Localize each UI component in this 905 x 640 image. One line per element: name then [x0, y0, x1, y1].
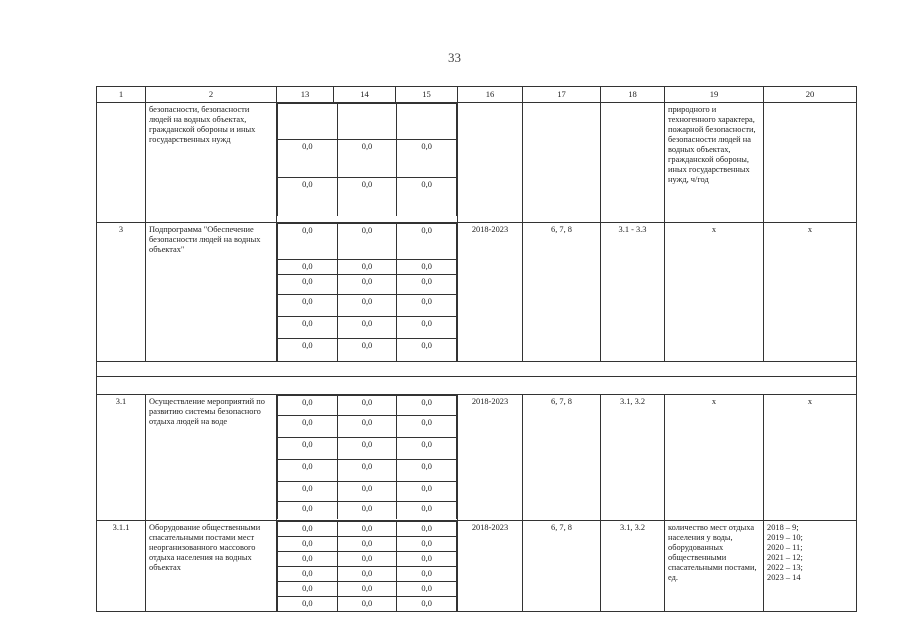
- target-line: 2020 – 11;: [767, 542, 803, 552]
- values-grid: [277, 103, 457, 216]
- tasks-cell: 6, 7, 8: [523, 223, 601, 362]
- value-cell: 0,0: [278, 437, 338, 459]
- value-cell: 0,0: [278, 501, 338, 519]
- value-cell: 0,0: [337, 501, 397, 519]
- value-cell: 0,0: [337, 581, 397, 596]
- separator-row: [97, 361, 857, 376]
- value-cell: 0,0: [278, 339, 338, 361]
- column-header: 19: [665, 87, 764, 103]
- values-grid: [277, 395, 457, 520]
- target-cell: x: [764, 223, 857, 362]
- page-number: 33: [448, 50, 461, 65]
- values-grid: [277, 223, 457, 361]
- target-line: 2022 – 13;: [767, 562, 803, 572]
- table-row: [97, 394, 857, 520]
- separator-row: [97, 376, 857, 394]
- target-line: 2021 – 12;: [767, 552, 803, 562]
- column-header: 13: [277, 87, 334, 103]
- value-cell: 0,0: [337, 178, 397, 216]
- value-cell: 0,0: [278, 415, 338, 437]
- measures-cell: 3.1, 3.2: [601, 394, 665, 520]
- value-cell: 0,0: [278, 596, 338, 611]
- value-cell: 0,0: [337, 224, 397, 260]
- value-cell: 0,0: [337, 260, 397, 275]
- value-cell: 0,0: [337, 415, 397, 437]
- tasks-cell: 6, 7, 8: [523, 394, 601, 520]
- value-cell: 0,0: [337, 536, 397, 551]
- value-cell: 0,0: [397, 551, 457, 566]
- value-cell: 0,0: [397, 596, 457, 611]
- value-cell: 0,0: [397, 140, 457, 178]
- target-cell: x: [764, 394, 857, 520]
- value-cell: 0,0: [397, 260, 457, 275]
- row-number: 3.1: [97, 394, 146, 520]
- period-cell: 2018-2023: [458, 394, 523, 520]
- target-line: 2019 – 10;: [767, 532, 803, 542]
- value-cell: 0,0: [337, 459, 397, 481]
- value-cell: 0,0: [337, 275, 397, 295]
- value-cell: 0,0: [278, 581, 338, 596]
- value-cell: 0,0: [278, 481, 338, 501]
- value-cell: 0,0: [397, 224, 457, 260]
- value-cell: 0,0: [278, 224, 338, 260]
- value-cell: 0,0: [397, 536, 457, 551]
- column-header: 14: [334, 87, 396, 103]
- target-line: 2023 – 14: [767, 572, 801, 582]
- row-name: Подпрограмма "Обеспечение безопасности людей на водных объектах": [146, 223, 277, 362]
- period-cell: 2018-2023: [458, 223, 523, 362]
- value-cell: 0,0: [337, 437, 397, 459]
- value-cell: 0,0: [337, 140, 397, 178]
- value-cell: 0,0: [337, 596, 397, 611]
- value-cell: 0,0: [337, 521, 397, 536]
- header-row: [97, 87, 857, 103]
- value-cell: 0,0: [337, 339, 397, 361]
- column-header: 1: [97, 87, 146, 103]
- value-cell: 0,0: [278, 275, 338, 295]
- indicator-cell: x: [665, 223, 764, 362]
- value-cell: 0,0: [278, 521, 338, 536]
- value-cell: 0,0: [397, 437, 457, 459]
- table-row: [97, 520, 857, 611]
- column-header: 18: [601, 87, 665, 103]
- tasks-cell: 6, 7, 8: [523, 520, 601, 611]
- value-cell: 0,0: [278, 178, 338, 216]
- column-header: 20: [764, 87, 857, 103]
- program-table: [96, 86, 857, 612]
- value-cell: 0,0: [278, 459, 338, 481]
- value-cell: 0,0: [397, 295, 457, 317]
- value-cell: 0,0: [337, 551, 397, 566]
- value-cell: 0,0: [397, 317, 457, 339]
- value-cell: 0,0: [278, 395, 338, 415]
- value-cell: 0,0: [278, 536, 338, 551]
- column-header: 17: [523, 87, 601, 103]
- measures-cell: 3.1, 3.2: [601, 520, 665, 611]
- value-cell: 0,0: [397, 395, 457, 415]
- column-header: 16: [458, 87, 523, 103]
- value-cell: 0,0: [397, 481, 457, 501]
- value-cell: 0,0: [337, 481, 397, 501]
- target-cell: [764, 520, 857, 611]
- row-name: Осуществление мероприятий по развитию системы безопасного отдыха людей на воде: [146, 394, 277, 520]
- value-cell: 0,0: [278, 551, 338, 566]
- value-cell: 0,0: [337, 395, 397, 415]
- target-line: 2018 – 9;: [767, 522, 799, 532]
- row-name: безопасности, безопасности людей на водных объектах, гражданской обороны и иных государственных нужд: [146, 103, 277, 223]
- row-number: 3: [97, 223, 146, 362]
- column-header: 15: [396, 87, 458, 103]
- value-cell: 0,0: [337, 317, 397, 339]
- indicator-cell: природного и техногенного характера, пожарной безопасности, безопасности людей на водных объектах, гражданской обороны, иных государственных нужд, ч/год: [665, 103, 764, 223]
- indicator-cell: количество мест отдыха населения у воды, оборудованных общественными спасательными постами, ед.: [665, 520, 764, 611]
- value-cell: 0,0: [278, 566, 338, 581]
- table-row: [97, 223, 857, 362]
- value-cell: 0,0: [397, 275, 457, 295]
- value-cell: 0,0: [278, 140, 338, 178]
- measures-cell: 3.1 - 3.3: [601, 223, 665, 362]
- value-cell: 0,0: [397, 501, 457, 519]
- indicator-cell: x: [665, 394, 764, 520]
- period-cell: 2018-2023: [458, 520, 523, 611]
- value-cell: 0,0: [278, 317, 338, 339]
- value-cell: 0,0: [397, 339, 457, 361]
- value-cell: 0,0: [337, 566, 397, 581]
- value-cell: 0,0: [397, 178, 457, 216]
- value-cell: 0,0: [397, 581, 457, 596]
- value-cell: 0,0: [278, 260, 338, 275]
- value-cell: 0,0: [397, 521, 457, 536]
- value-cell: 0,0: [397, 566, 457, 581]
- row-number: 3.1.1: [97, 520, 146, 611]
- column-header: 2: [146, 87, 277, 103]
- table-row: [97, 103, 857, 223]
- row-name: Оборудование общественными спасательными постами мест неорганизованного массового отдыха населения на водных объектах: [146, 520, 277, 611]
- value-cell: 0,0: [397, 415, 457, 437]
- value-cell: 0,0: [337, 295, 397, 317]
- value-cell: 0,0: [397, 459, 457, 481]
- values-grid: [277, 521, 457, 611]
- value-cell: 0,0: [278, 295, 338, 317]
